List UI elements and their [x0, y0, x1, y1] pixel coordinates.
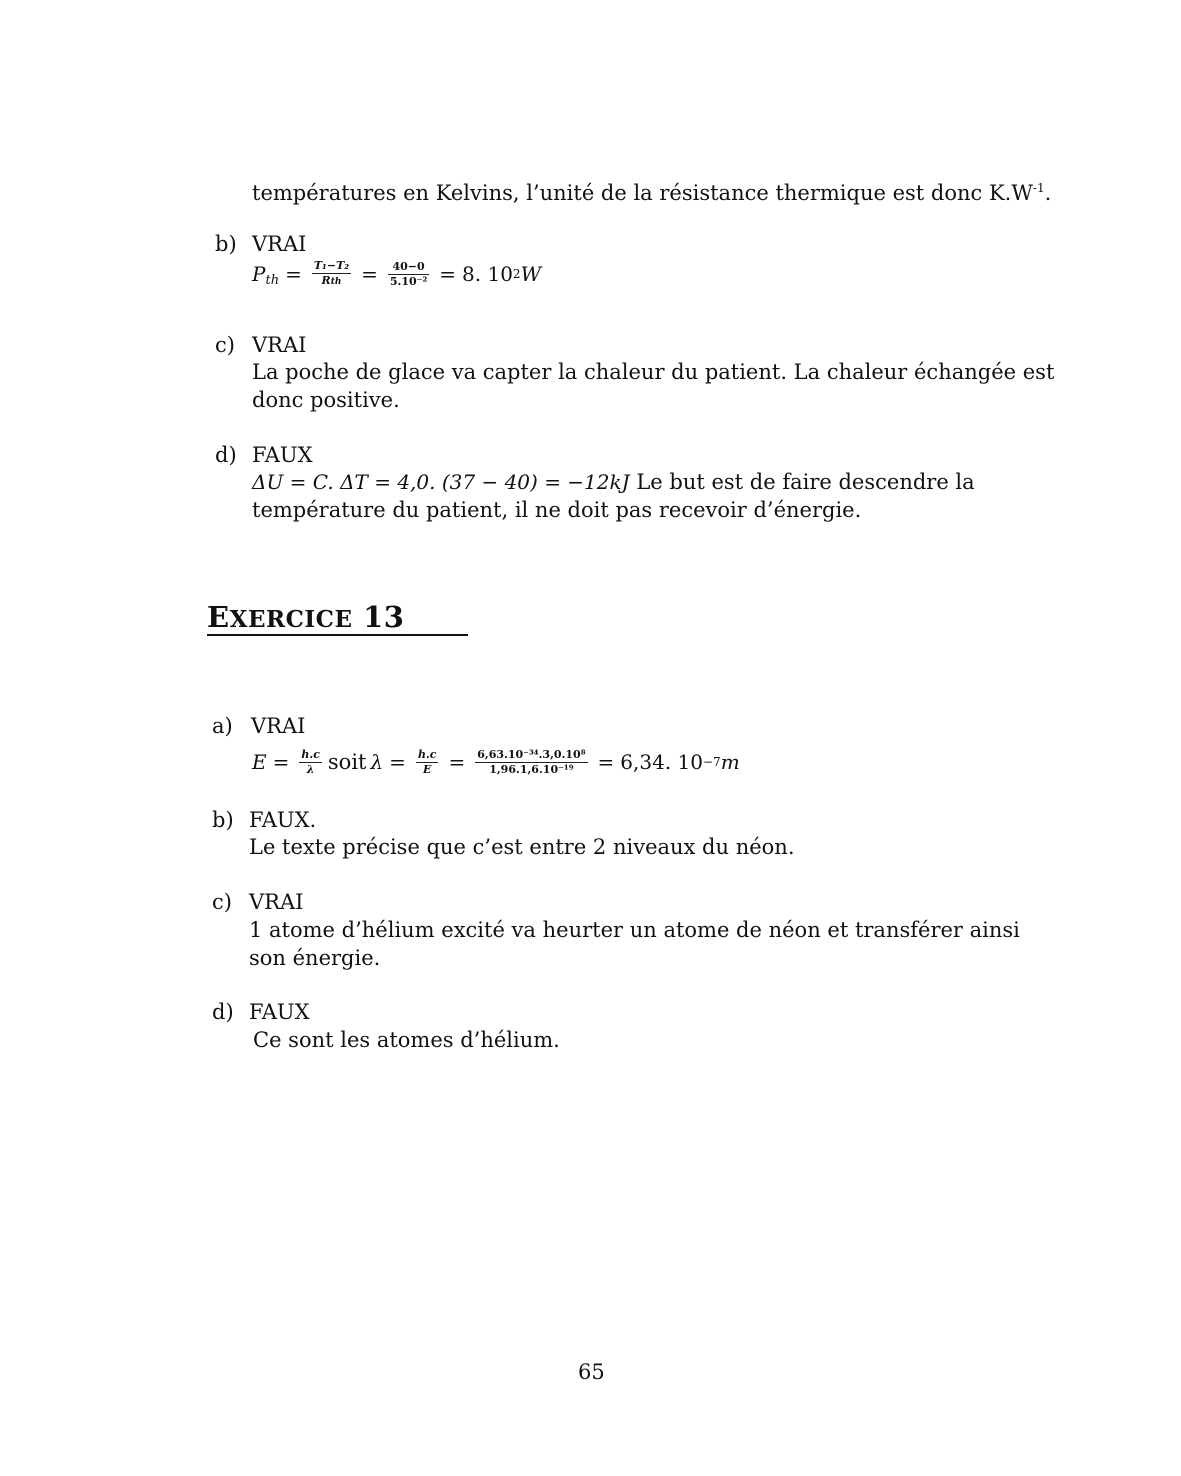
- lambda-symbol: λ: [370, 750, 384, 774]
- eq-equals: =: [272, 750, 290, 774]
- fraction-numerator: 40−0: [388, 260, 429, 275]
- ex13-d-verdict: FAUX: [249, 1000, 310, 1024]
- continuation-end: .: [1044, 181, 1052, 205]
- ex13-a-verdict: VRAI: [251, 714, 306, 738]
- ex13-a-equation: [252, 742, 740, 782]
- eq-lhs-sub: th: [265, 272, 280, 288]
- ex12-c-label: c): [215, 333, 235, 357]
- eq-result: 6,34. 10: [620, 750, 703, 774]
- ex12-d-line2: température du patient, il ne doit pas recevoir d’énergie.: [252, 498, 862, 522]
- ex13-b-verdict: FAUX.: [249, 808, 317, 832]
- eq-unit: W: [520, 262, 542, 286]
- eq-equals: =: [361, 262, 378, 286]
- den-sub: th: [330, 277, 342, 287]
- fraction-power: [312, 259, 351, 289]
- eq-result: 8. 10: [462, 262, 513, 286]
- ex12-c-verdict: VRAI: [252, 333, 307, 357]
- ex12-b-equation: [252, 254, 541, 294]
- ex13-b-line1: Le texte précise que c’est entre 2 niveaux du néon.: [249, 835, 795, 859]
- ex12-c-line1: La poche de glace va capter la chaleur du patient. La chaleur échangée est: [252, 360, 1055, 384]
- fraction-values: [475, 748, 587, 777]
- eq-equals: =: [439, 262, 457, 286]
- eq-result-exponent: 2: [512, 267, 521, 281]
- ex13-c-line1: 1 atome d’hélium excité va heurter un atome de néon et transférer ainsi: [249, 918, 1020, 942]
- ex12-c-line2: donc positive.: [252, 388, 400, 412]
- ex13-a-label: a): [212, 714, 233, 738]
- fraction-denominator: E: [423, 762, 432, 776]
- eq-equals: =: [285, 262, 302, 286]
- fraction-denominator: 1,96.1,6.10⁻¹⁹: [489, 762, 574, 776]
- heading-number: 13: [363, 600, 405, 634]
- continuation-main: températures en Kelvins, l’unité de la résistance thermique est donc K.W: [252, 181, 1033, 205]
- fraction-lambda: [416, 748, 439, 777]
- continuation-text: [252, 174, 1051, 207]
- ex13-c-line2: son énergie.: [249, 946, 381, 970]
- fraction-energy: [299, 748, 322, 777]
- ex12-d-label: d): [215, 443, 237, 467]
- exercise-heading: [207, 600, 404, 634]
- fraction-numerator: h.c: [301, 747, 320, 761]
- eq-equals: =: [448, 750, 466, 774]
- fraction-denominator: λ: [306, 762, 315, 776]
- eq-lhs: P: [252, 262, 266, 286]
- ex12-d-line1: [252, 468, 975, 496]
- eq-equals: =: [389, 750, 406, 774]
- ex13-c-label: c): [212, 890, 232, 914]
- eq-equals: =: [597, 750, 615, 774]
- ex12-b-label: b): [215, 232, 237, 256]
- ex13-b-label: b): [212, 808, 234, 832]
- continuation-superscript: -1: [1032, 181, 1045, 195]
- fraction-values: [388, 260, 429, 289]
- ex12-d-verdict: FAUX: [252, 443, 313, 467]
- ex12-b-verdict: VRAI: [252, 232, 307, 256]
- heading-initial: E: [207, 600, 230, 634]
- heading-smallcaps: XERCICE: [229, 606, 353, 633]
- fraction-numerator: T₁−T₂: [313, 259, 350, 272]
- ex13-d-label: d): [212, 1000, 234, 1024]
- ex12-d-text: Le but est de faire descendre la: [629, 470, 975, 494]
- fraction-denominator: [312, 274, 351, 289]
- eq-result-exponent: −7: [703, 755, 721, 769]
- fraction-numerator: 6,63.10⁻³⁴.3,0.10⁸: [477, 747, 586, 761]
- delta-u-equation: ΔU = C. ΔT = 4,0. (37 − 40) = −12kJ: [252, 470, 630, 494]
- heading-underline: [207, 634, 468, 636]
- eq-unit: m: [720, 750, 740, 774]
- ex13-d-line1: Ce sont les atomes d’hélium.: [253, 1028, 560, 1052]
- eq-lhs: E: [252, 750, 267, 774]
- soit-word: soit: [327, 750, 367, 774]
- page-number: 65: [578, 1360, 605, 1384]
- fraction-denominator: 5.10⁻²: [389, 274, 428, 288]
- fraction-numerator: h.c: [417, 747, 437, 761]
- ex13-c-verdict: VRAI: [249, 890, 304, 914]
- den-main: R: [321, 274, 331, 287]
